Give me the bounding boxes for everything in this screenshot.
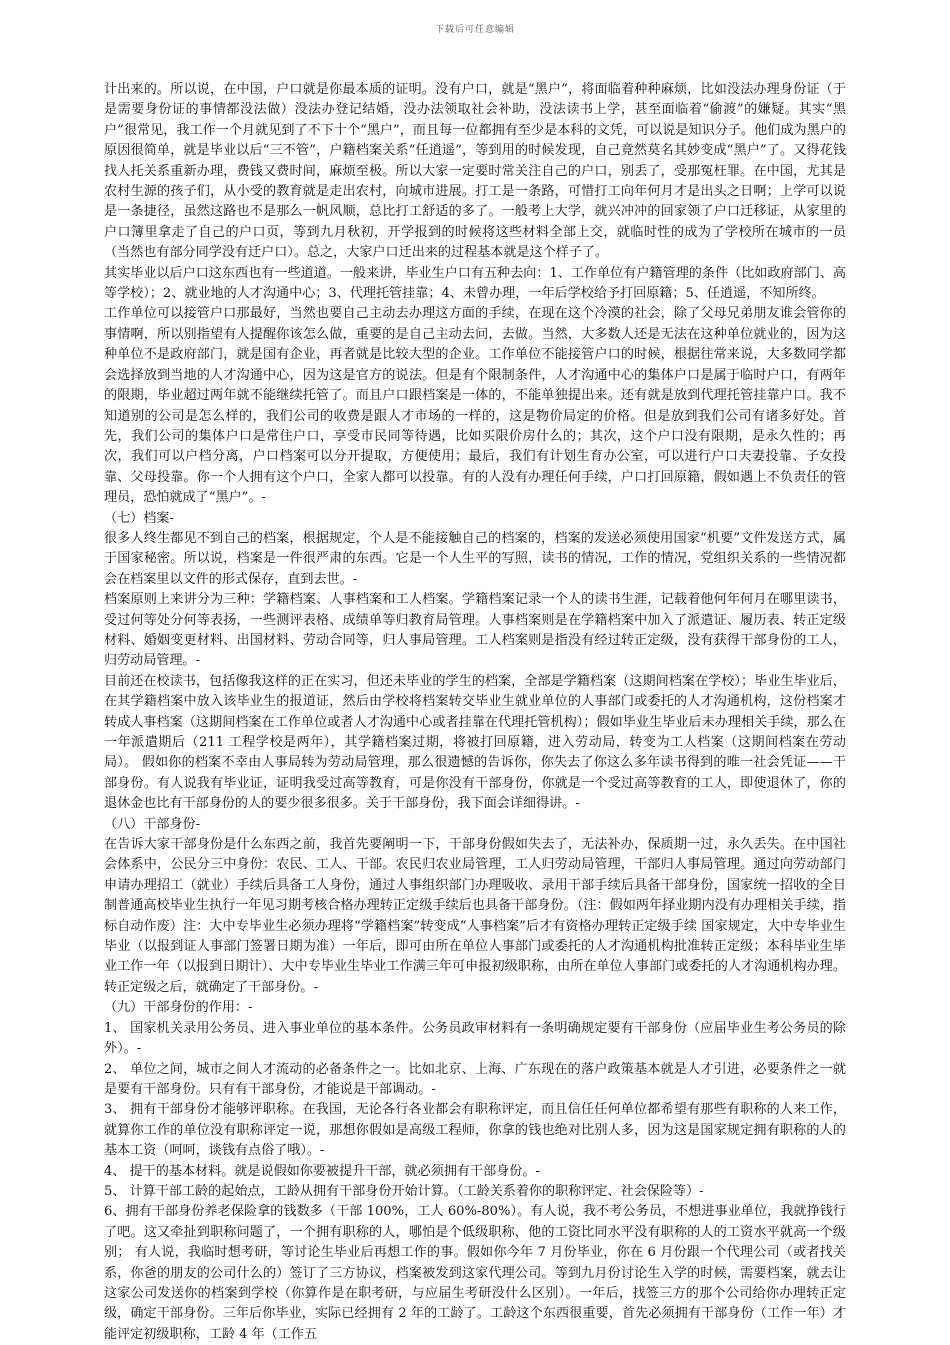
list-item-6: 6、拥有干部身份养老保险拿的钱数多（干部 100%，工人 60%-80%）。有人说，我不考公务员，不想进事业单位，我就挣钱行了吧。这又牵扯到职称问题了，一个拥有职称的人，哪怕是个低级职称，他的工资比同水平没有职称的人的工资水平就高一个级别； 有人说，我临时想考研，等讨论生毕业后再想工作的事。假如你今年 7 月份毕业，你在 6 月份跟一个代理公司（或者找关系，你爸的朋友的公司什么的）签订了三方协议，档案被发到这家代理公司。等到九月份讨论生入学的时候，需要档案，就去让这家公司发送你的档案到学校（你算作是在职考研，与应届生考研没什么区别）。一年后，找签三方的那个公司给你办理转正定级，确定干部身份。三年后你毕业，实际已经拥有 2 年的工龄了。工龄这个东西很重要，首先必须拥有干部身份（工作一年）才能评定初级职称，工龄 4 年（工作五 (104, 1204, 846, 1342)
list-item-3: 3、 拥有干部身份才能够评职称。在我国，无论各行各业都会有职称评定，而且信任任何单位都希望有那些有职称的人来工作，就算你工作的单位没有职称评定一说，那想你假如是高级工程师，你拿的钱也绝对比别人多，因为这是国家规定拥有职称的人的基本工资（呵呵，谈钱有点俗了哦）。- (104, 1102, 846, 1159)
list-item-1: 1、 国家机关录用公务员、进入事业单位的基本条件。公务员政审材料有一条明确规定要有干部身份（应届毕业生考公务员的除外）。- (104, 1020, 846, 1057)
list-item-2: 2、 单位之间，城市之间人才流动的必备条件之一。比如北京、上海、广东现在的落户政策基本就是人才引进，必要条件之一就是要有干部身份。只有有干部身份，才能说是干部调动。- (104, 1061, 846, 1097)
document-body (104, 80, 846, 1345)
paragraph-archive-intro: 很多人终生都见不到自己的档案，根据规定，个人是不能接触自己的档案的，档案的发送必须使用国家“机要”文件发送方式，属于国家秘密。所以说，档案是一件很严肃的东西。它是一个人生平的写照，读书的情况，工作的情况，党组织关系的一些情况都会在档案里以文件的形式保存，直到去世。- (104, 530, 846, 587)
paragraph-cadre-status: 在告诉大家干部身份是什么东西之前，我首先要阐明一下，干部身份假如失去了，无法补办，保质期一过，永久丢失。在中国社会体系中，公民分三中身份：农民、工人、干部。农民归农业局管理，工人归劳动局管理，干部归人事局管理。通过向劳动部门申请办理招工（就业）手续后具备工人身份，通过人事组织部门办理吸收、录用干部手续后具备干部身份，国家统一招收的全日制普通高校毕业生执行一年见习期考核合格办理转正定级手续后也具备干部身份。（注：假如两年择业期内没有办理相关手续，指标自动作废）注：大中专毕业生必须办理将“学籍档案”转变成“人事档案”后才有资格办理转正定级手续 国家规定，大中专毕业生毕业（以报到证人事部门签署日期为准）一年后，即可由所在单位人事部门或委托的人才沟通机构批准转正定级；本科毕业生毕业工作一年（以报到日期计）、大中专毕业生毕业工作满三年可申报初级职称，由所在单位人事部门或委托的人才沟通机构办理。转正定级之后，就确定了干部身份。- (104, 837, 846, 995)
list-item-5: 5、 计算干部工龄的起始点，工龄从拥有干部身份开始计算。（工龄关系着你的职称评定、社会保险等）- (104, 1183, 704, 1199)
paragraph-archive-transfer: 目前还在校读书，包括像我这样的正在实习，但还未毕业的学生的档案，全部是学籍档案（这期间档案在学校）；毕业生毕业后，在其学籍档案中放入该毕业生的报道证，然后由学校将档案转交毕业生就业单位的人事部门或委托的人才沟通机构，这份档案才转成人事档案（这期间档案在工作单位或者人才沟通中心或者挂靠在代理托管机构）；假如毕业生毕业后未办理相关手续，那么在一年派遣期后（211 工程学校是两年），其学籍档案过期，将被打回原籍，进入劳动局，转变为工人档案（这期间档案在劳动局）。 假如你的档案不幸由人事局转为劳动局管理，那么很遗憾的告诉你，你失去了你这么多年读书得到的唯一社会凭证——干部身份。有人说我有毕业证，证明我受过高等教育，可是你没有干部身份，你就是一个受过高等教育的工人，即使退休了，你的退休金也比有干部身份的人的要少很多很多。关于干部身份，我下面会详细得讲。- (104, 673, 846, 812)
paragraph-hukou-destinations: 其实毕业以后户口这东西也有一些道道。一般来讲，毕业生户口有五种去向：1、工作单位有户籍管理的条件（比如政府部门、高等学校）；2、就业地的人才沟通中心；3、代理托管挂靠；4、未曾办理，一年后学校给予打回原籍；5、任逍遥，不知所终。 (104, 265, 846, 302)
section-heading-archive: （七）档案- (104, 510, 174, 526)
list-item-4: 4、 提干的基本材料。就是说假如你要被提升干部，就必须拥有干部身份。- (104, 1163, 540, 1179)
paragraph-hukou-options: 工作单位可以接管户口那最好，当然也要自己主动去办理这方面的手续，在现在这个冷漠的社会，除了父母兄弟朋友谁会管你的事情啊，所以别指望有人提醒你该怎么做，重要的是自己主动去问，去做。当然，大多数人还是无法在这种单位就业的，因为这种单位不是政府部门，就是国有企业，再者就是比较大型的企业。工作单位不能接管户口的时候，根据往常来说，大多数同学都会选择放到当地的人才沟通中心，因为这是官方的说法。但是有个限制条件，人才沟通中心的集体户口是属于临时户口，有两年的限期，毕业超过两年就不能继续托管了。而且户口跟档案是一体的，不能单独提出来。还有就是放到代理托管挂靠户口。我不知道别的公司是怎么样的，我们公司的收费是跟人才市场的一样的，这是物价局定的价格。但是放到我们公司有诸多好处。首先，我们公司的集体户口是常住户口，享受市民同等待遇，比如买限价房什么的；其次，这个户口没有限期，是永久性的；再次，我们可以户档分离，户口档案可以分开提取，方便使用；最后，我们有计划生育办公室，可以进行户口夫妻投靠、子女投靠、父母投靠。你一个人拥有这个户口，全家人都可以投靠。有的人没有办理任何手续，户口打回原籍，假如遇上不负责任的管理员，恐怕就成了“黑户”。- (104, 306, 846, 506)
paragraph-archive-types: 档案原则上来讲分为三种：学籍档案、人事档案和工人档案。学籍档案记录一个人的读书生涯，记载着他何年何月在哪里读书，受过何等处分何等表扬，一些测评表格、成绩单等归教育局管理。人事档案则是在学籍档案中加入了派遣证、履历表、转正定级材料、婚姻变更材料、出国材料、劳动合同等，归人事局管理。工人档案则是指没有经过转正定级，没有获得干部身份的工人，归劳动局管理。- (104, 592, 846, 669)
section-heading-cadre-uses: （九）干部身份的作用：- (104, 1000, 253, 1016)
section-heading-cadre-status: （八）干部身份- (104, 816, 201, 832)
paragraph-hukou-intro: 计出来的。所以说，在中国，户口就是你最本质的证明。没有户口，就是“黑户”，将面临着种种麻烦，比如没法办理身份证（于是需要身份证的事情都没法做）没法办登记结婚，没办法领取社会补助，没法读书上学，甚至面临着“偷渡”的嫌疑。其实“黑户”很常见，我工作一个月就见到了不下十个“黑户”，而且每一位都拥有至少是本科的文凭，可以说是知识分子。他们成为黑户的原因很简单，就是毕业以后“三不管”，户籍档案关系“任逍遥”，等到用的时候发现，自己竟然莫名其妙变成“黑户”了。又得花钱找人托关系重新办理，费钱又费时间，麻烦至极。所以大家一定要时常关注自己的户口，别丢了，受那冤枉罪。在中国，尤其是农村生源的孩子们，从小受的教育就是走出农村，向城市进展。打工是一条路，可惜打工向年何月才是出头之日啊；上学可以说是一条捷径，虽然这路也不是那么一帆风顺，总比打工舒适的多了。一般考上大学，就兴冲冲的回家领了户口迁移证，从家里的户口簿里拿走了自己的户口页，等到九月秋初，开学报到的时候将这些材料全部上交，就临时性的成为了学校所在城市的一员（当然也有部分同学没有迁户口）。总之，大家户口迁出来的过程基本就是这个样子了。 (104, 82, 846, 261)
page-header: 下载后可任意编辑 (434, 25, 515, 35)
